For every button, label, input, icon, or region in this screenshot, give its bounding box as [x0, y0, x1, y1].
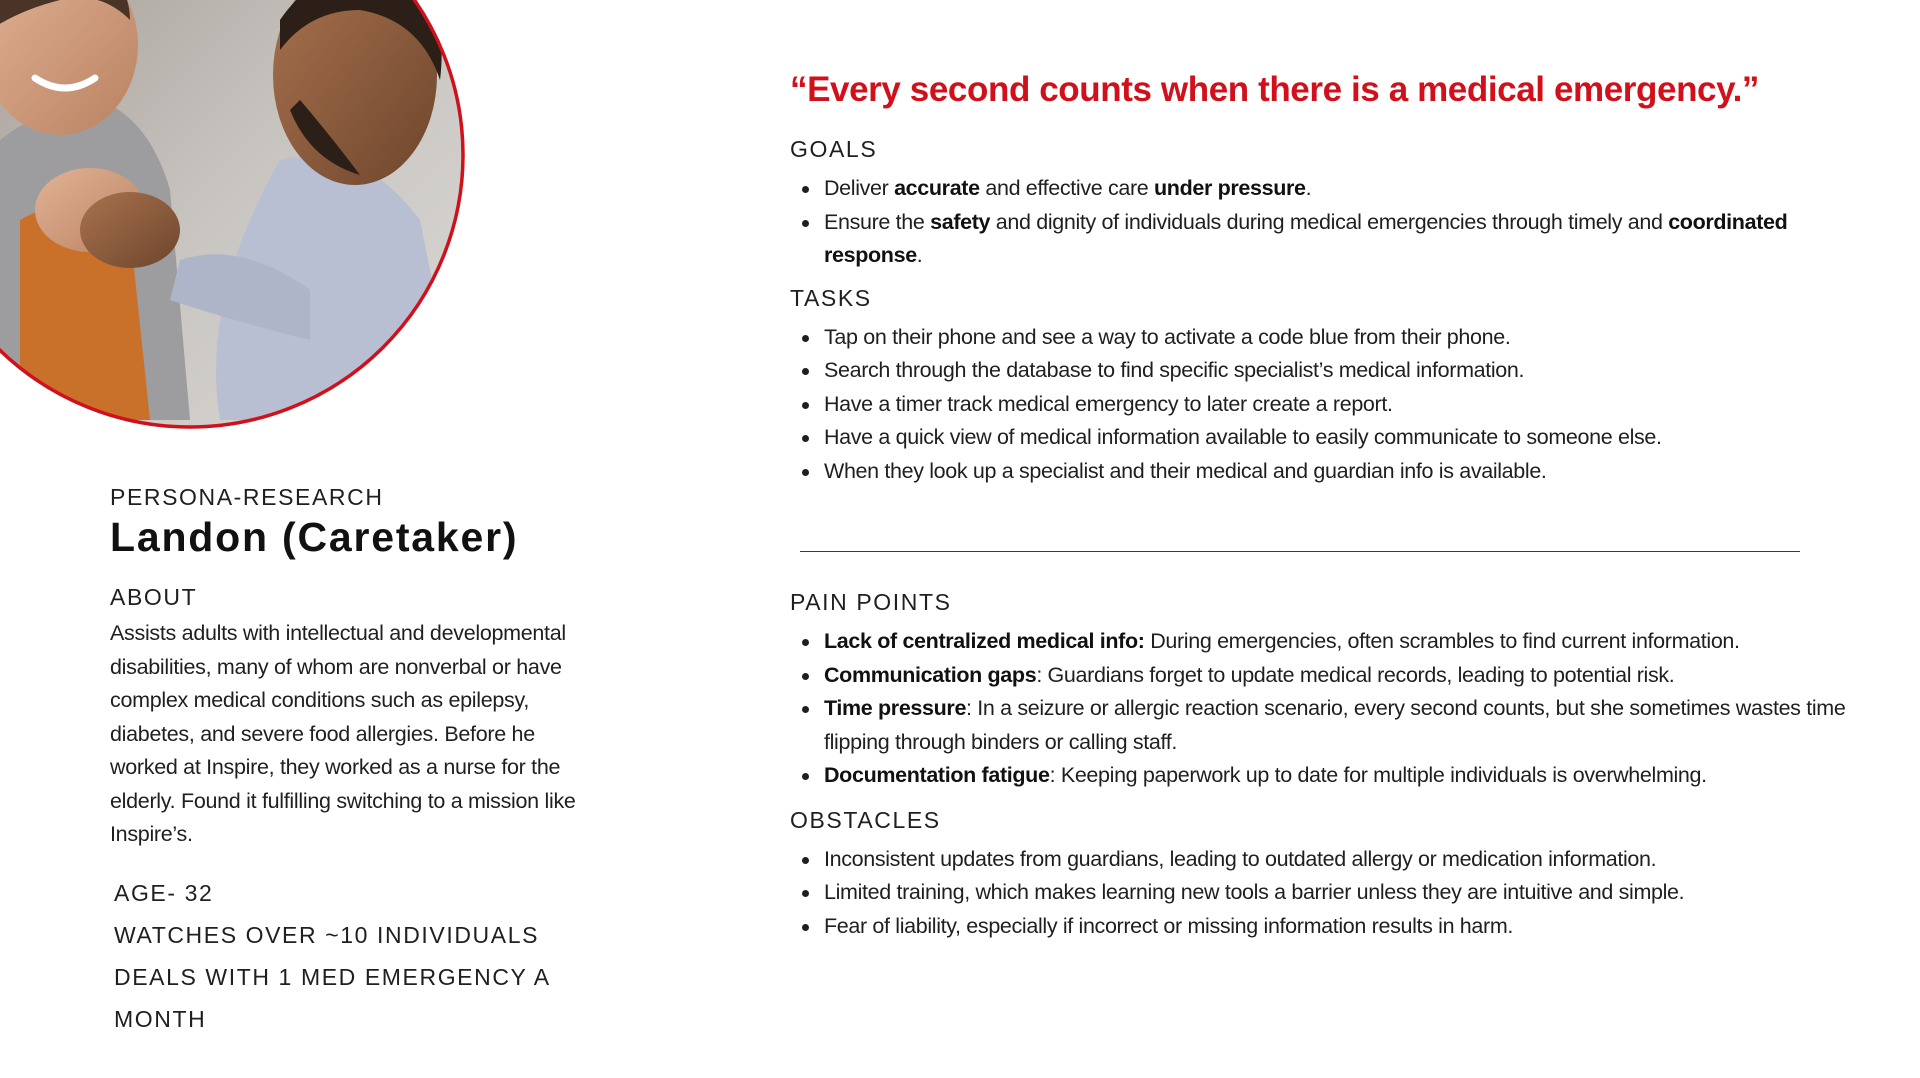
text-run: Deliver — [824, 176, 895, 200]
goals-list — [790, 172, 1890, 273]
persona-pain-obstacles — [790, 587, 1890, 943]
about-text: Assists adults with intellectual and developmental disabilities, many of whom are nonverbal or have complex medical conditions such as epilepsy, diabetes, and severe food allergies. Before he worked at Inspire, they worked as a nurse for the elderly. Found it fulfilling switching to a mission like Inspire’s. — [110, 621, 576, 847]
bold-text: Time pressure — [824, 696, 967, 720]
bold-text: under pressure — [1154, 176, 1306, 200]
list-item — [790, 843, 1890, 877]
persona-details — [110, 484, 630, 1040]
list-item — [790, 876, 1890, 910]
text-run: : Keeping paperwork up to date for multiple individuals is overwhelming. — [1049, 763, 1707, 787]
persona-goals-tasks — [790, 66, 1890, 488]
persona-photo-illustration — [0, 0, 510, 440]
bold-text: accurate — [894, 176, 980, 200]
list-item — [790, 421, 1890, 455]
text-run: and dignity of individuals during medical emergencies through timely and — [990, 209, 1669, 234]
list-item — [790, 206, 1890, 273]
bold-text: safety — [930, 209, 991, 234]
obstacles-list — [790, 843, 1890, 944]
list-item — [790, 625, 1890, 659]
text-run: Tap on their phone and see a way to activate a code blue from their phone. — [824, 324, 1511, 349]
list-item — [790, 172, 1890, 206]
text-run: . — [916, 243, 923, 267]
persona-eyebrow: PERSONA-RESEARCH — [110, 484, 384, 510]
goals-heading: GOALS — [790, 136, 878, 162]
tasks-heading: TASKS — [790, 284, 872, 311]
pain-points-list — [790, 625, 1890, 793]
text-run: Have a timer track medical emergency to later create a report. — [824, 391, 1393, 416]
text-run: : In a seizure or allergic reaction scenario, every second counts, but she sometimes wastes time flipping through binders or calling staff. — [824, 696, 1846, 754]
text-run: Limited training, which makes learning new tools a barrier unless they are intuitive and simple. — [824, 880, 1685, 904]
bold-text: coordinated response — [824, 209, 1788, 267]
bold-text: Communication gaps — [824, 662, 1037, 687]
text-run: . — [1305, 176, 1312, 200]
text-run: and effective care — [979, 176, 1155, 200]
pain-points-heading: PAIN POINTS — [790, 589, 952, 615]
text-run: Inconsistent updates from guardians, leading to outdated allergy or medication information. — [824, 846, 1657, 871]
stat-emergencies: DEALS WITH 1 MED EMERGENCY A MONTH — [114, 963, 550, 1032]
list-item — [790, 321, 1890, 355]
about-heading: ABOUT — [110, 584, 198, 611]
bold-text: Lack of centralized medical info: — [824, 629, 1145, 653]
text-run: During emergencies, often scrambles to find current information. — [1144, 629, 1740, 653]
persona-stats — [110, 872, 630, 1040]
tasks-list — [790, 321, 1890, 489]
persona-name: Landon (Caretaker) — [110, 514, 519, 560]
list-item — [790, 354, 1890, 388]
text-run: Fear of liability, especially if incorrect or missing information results in harm. — [824, 913, 1514, 938]
list-item — [790, 659, 1890, 693]
persona-photo — [0, 0, 510, 440]
obstacles-heading: OBSTACLES — [790, 806, 941, 833]
text-run: Search through the database to find specific specialist’s medical information. — [824, 358, 1525, 382]
section-divider — [800, 551, 1800, 552]
text-run: Ensure the — [824, 209, 931, 234]
text-run: Have a quick view of medical information available to easily communicate to someone else. — [824, 425, 1662, 449]
list-item — [790, 455, 1890, 489]
text-run: : Guardians forget to update medical records, leading to potential risk. — [1036, 662, 1675, 687]
stat-age: AGE- 32 — [114, 879, 214, 906]
list-item — [790, 759, 1890, 793]
list-item — [790, 910, 1890, 944]
persona-quote: “Every second counts when there is a medical emergency.” — [790, 70, 1759, 109]
text-run: When they look up a specialist and their medical and guardian info is available. — [824, 458, 1547, 483]
list-item — [790, 692, 1890, 759]
bold-text: Documentation fatigue — [824, 763, 1050, 787]
list-item — [790, 388, 1890, 422]
stat-individuals: WATCHES OVER ~10 INDIVIDUALS — [114, 921, 540, 948]
